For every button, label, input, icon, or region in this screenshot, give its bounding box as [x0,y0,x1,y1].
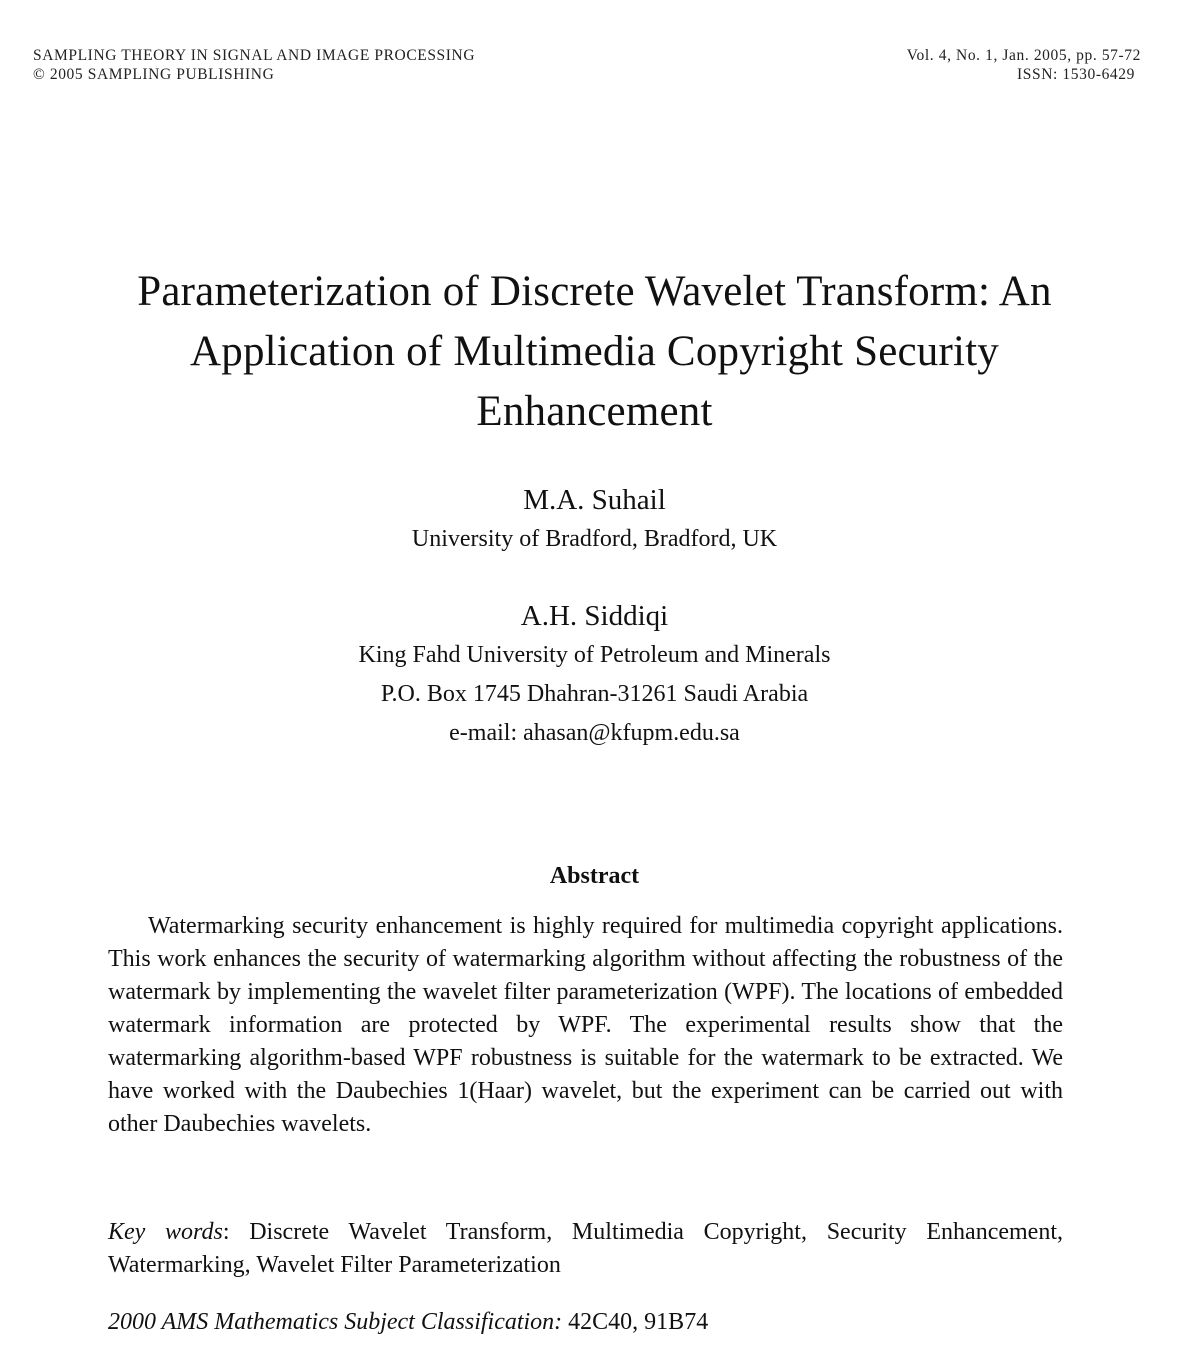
abstract-heading: Abstract [549,863,640,889]
journal-header [33,46,475,84]
author-name: M.A. Suhail [523,484,666,516]
ams-classification [108,1306,1063,1339]
keywords [108,1216,1063,1282]
ams-label: 2000 AMS Mathematics Subject Classification: [108,1309,563,1335]
volume-info: Vol. 4, No. 1, Jan. 2005, pp. 57-72 [906,47,1141,64]
title-line: Enhancement [476,388,713,435]
paper-title [40,262,1149,442]
author-name: A.H. Siddiqi [520,600,669,632]
keywords-label: Key words [108,1219,223,1245]
journal-name: SAMPLING THEORY IN SIGNAL AND IMAGE PROCESSING [33,47,476,64]
author-email: e-mail: ahasan@kfupm.edu.sa [449,720,740,746]
author-address: P.O. Box 1745 Dhahran-31261 Saudi Arabia [380,681,809,707]
issn: ISSN: 1530-6429 [1017,66,1135,83]
keywords-text: Discrete Wavelet Transform, Multimedia Copyright, Security Enhancement, Watermarking, Wavelet Filter Parameterization [108,1219,1063,1278]
copyright-line: © 2005 SAMPLING PUBLISHING [33,66,275,83]
issue-header [907,46,1141,84]
abstract-text: Watermarking security enhancement is highly required for multimedia copyright applications. This work enhances the security of watermarking algorithm without affecting the robustness of the watermark by implementing the wavelet filter parameterization (WPF). The locations of embedded watermark information are protected by WPF. The experimental results show that the watermarking algorithm-based WPF robustness is suitable for the watermark to be extracted. We have worked with the Daubechies 1(Haar) wavelet, but the experiment can be carried out with other Daubechies wavelets. [108,913,1063,1137]
title-line: Application of Multimedia Copyright Security [190,328,999,375]
keywords-colon: : [222,1219,250,1245]
author-affiliation: University of Bradford, Bradford, UK [411,526,778,552]
author-block [0,596,1189,753]
author-affiliation: King Fahd University of Petroleum and Minerals [358,642,831,668]
author-block [0,480,1189,559]
title-line: Parameterization of Discrete Wavelet Transform: An [137,268,1052,315]
ams-codes: 42C40, 91B74 [568,1309,709,1335]
